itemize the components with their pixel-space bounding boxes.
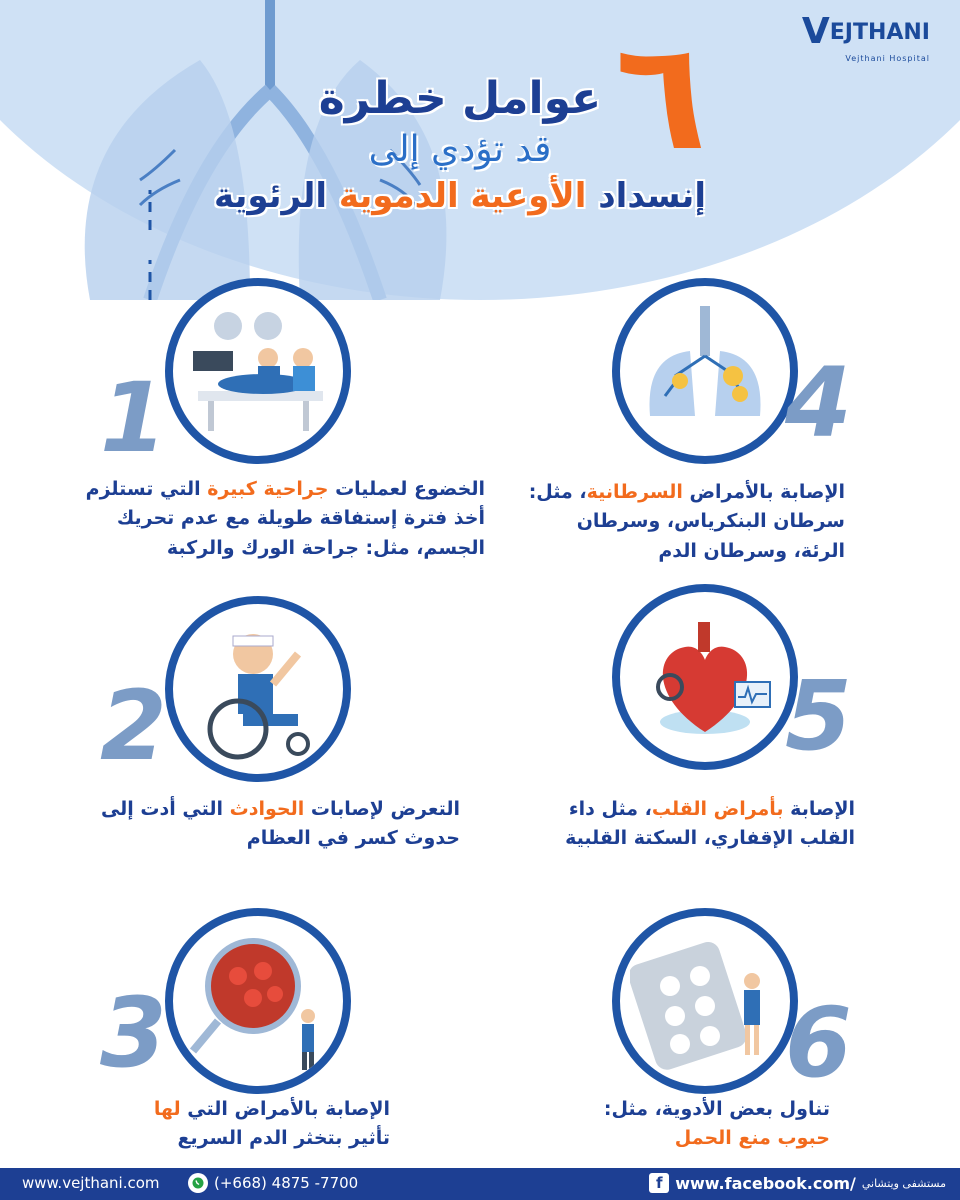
facebook-link[interactable] [649,1173,946,1193]
wheelchair-icon [183,614,333,764]
website-link[interactable]: www.vejthani.com [22,1174,160,1192]
item-2-number: 2 [100,670,167,782]
item-6-illustration [612,908,798,1094]
phone-contact[interactable] [188,1173,358,1193]
item-3-number: 3 [100,977,167,1089]
title-line-1: عوامل خطرة [318,73,602,124]
pills-icon [630,926,780,1076]
title-line-2: قد تؤدي إلى [368,129,552,171]
blood-clot-icon [183,926,333,1076]
facebook-page-name: مستشفى ويتشاني [861,1176,946,1190]
item-3-text: الإصابة بالأمراض التي لها تأثير بتخثر الدم السريع [153,1098,390,1150]
phone-number: (+668) 4875 -7700 [214,1174,359,1192]
whatsapp-icon [188,1173,208,1193]
hospital-logo [801,11,930,63]
item-2-illustration [165,596,351,782]
item-4-text: الإصابة بالأمراض السرطانية، مثل: سرطان البنكرياس، وسرطان الرئة، وسرطان الدم [528,481,845,562]
item-1-number: 1 [100,362,167,474]
lungs-icon [630,296,780,446]
facebook-url: www.facebook.com/ [675,1173,856,1193]
item-5-illustration [612,584,798,770]
footer-bar [0,1168,960,1200]
heart-icon [630,602,780,752]
item-5-number: 5 [785,660,852,772]
logo-subtitle: Vejthani Hospital [845,54,930,63]
item-1-illustration [165,278,351,464]
logo-name: EJTHANI [829,19,930,45]
facebook-icon: f [649,1173,669,1193]
item-3-illustration [165,908,351,1094]
logo-mark: V [801,11,830,52]
item-4-number: 4 [785,347,852,459]
item-5-text: الإصابة بأمراض القلب، مثل داء القلب الإقفاري، السكتة القلبية [565,798,855,850]
item-6-number: 6 [785,987,852,1099]
title-number: ٦ [615,10,707,184]
item-2-text: التعرض لإصابات الحوادث التي أدت إلى حدوث كسر في العظام [100,798,460,850]
item-6-text: تناول بعض الأدوية، مثل: حبوب منع الحمل [603,1098,830,1150]
item-4-illustration [612,278,798,464]
title-line-3: إنسداد الأوعية الدموية الرئوية [214,175,706,216]
surgery-icon [183,296,333,446]
item-1-text: الخضوع لعمليات جراحية كبيرة التي تستلزم أخذ فترة إستفاقة طويلة مع عدم تحريك الجسم، مثل: جراحة الورك والركبة [85,478,485,559]
title-accent: الأوعية الدموية [338,175,587,216]
